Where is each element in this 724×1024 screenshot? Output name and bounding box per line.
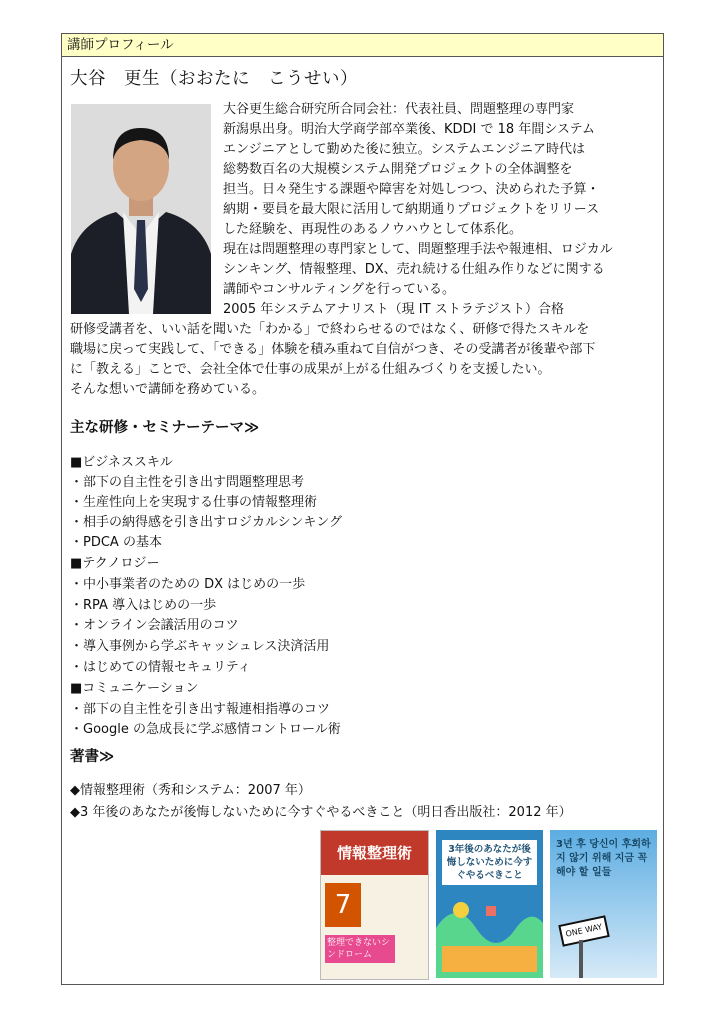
instructor-name: 大谷 更生（おおたに こうせい） [70, 69, 358, 89]
seminar-item: ・部下の自主性を引き出す問題整理思考 [70, 475, 305, 490]
seminar-item: ・相手の納得感を引き出すロジカルシンキング [70, 515, 342, 530]
seminar-item: ・部下の自主性を引き出す報連相指導のコツ [70, 702, 331, 717]
instructor-photo [71, 104, 211, 314]
book-cover-title: 3年後のあなたが後悔しないために今すぐやるべきこと [442, 840, 537, 885]
book-cover-3nengo [436, 830, 543, 978]
seminar-heading-text: 主な研修・セミナーテーマ [70, 420, 244, 436]
bio-line: 新潟県出身。明治大学商学部卒業後、KDDI で 18 年間システム [223, 122, 596, 137]
bio-line: 現在は問題整理の専門家として、問題整理手法や報連相、ロジカル [223, 242, 613, 257]
seminar-item: ・オンライン会議活用のコツ [70, 618, 239, 633]
book-item: ◆3 年後のあなたが後悔しないために今すぐやるべきこと（明日香出版社：2012 年） [70, 805, 572, 820]
seminar-item: ・中小事業者のための DX はじめの一歩 [70, 577, 306, 592]
seminar-item: ・RPA 導入はじめの一歩 [70, 598, 217, 613]
seminar-category: ■テクノロジー [70, 556, 160, 571]
mission-line: 研修受講者を、いい話を聞いた「わかる」で終わらせるのではなく、研修で得たスキルを [70, 322, 590, 337]
seminar-item: ・Google の急成長に学ぶ感情コントロール術 [70, 722, 341, 737]
seminar-item: ・生産性向上を実現する仕事の情報整理術 [70, 495, 318, 510]
mission-line: 職場に戻って実践して、「できる」体験を積み重ねて自信がつき、その受講者が後輩や部下 [70, 342, 596, 357]
mission-line: そんな想いで講師を務めている。 [70, 382, 266, 397]
seminar-heading [70, 416, 259, 437]
seminar-item: ・はじめての情報セキュリティ [70, 660, 251, 675]
book-cover-number: 7 [325, 883, 361, 927]
section-header: 講師プロフィール [62, 34, 663, 57]
bio-line: 大谷更生総合研究所合同会社：代表社員、問題整理の専門家 [223, 102, 575, 117]
profile-frame [61, 33, 664, 985]
seminar-category: ■ビジネススキル [70, 455, 173, 470]
bio-line: 総勢数百名の大規模システム開発プロジェクトの全体調整を [223, 162, 573, 177]
books-heading-text: 著書 [70, 749, 99, 765]
bio-line: 納期・要員を最大限に活用して納期通りプロジェクトをリリース [223, 202, 600, 217]
bio-line: 講師やコンサルティングを行っている。 [223, 282, 456, 297]
one-way-sign: ONE WAY [558, 915, 610, 946]
bio-line: した経験を、再現性のあるノウハウとして体系化。 [223, 222, 523, 237]
double-chevron-icon: ≫ [99, 749, 115, 765]
bio-line: 2005 年システムアナリスト（現 IT ストラテジスト）合格 [223, 302, 565, 317]
book-cover-illustration [436, 888, 543, 978]
seminar-item: ・導入事例から学ぶキャッシュレス決済活用 [70, 639, 330, 654]
book-cover-korean [550, 830, 657, 978]
bio-line: シンキング、情報整理、DX、売れ続ける仕組み作りなどに関する [223, 262, 605, 277]
bio-line: 担当。日々発生する課題や障害を対処しつつ、決められた予算・ [223, 182, 600, 197]
sign-pole [579, 940, 583, 978]
books-heading [70, 745, 114, 766]
seminar-item: ・PDCA の基本 [70, 535, 162, 550]
book-cover-title: 情報整理術 [321, 831, 428, 875]
book-cover-joho-seiri [320, 830, 429, 980]
seminar-category: ■コミュニケーション [70, 681, 199, 696]
book-cover-subtitle: 整理できないシンドローム [325, 935, 395, 963]
mission-line: に「教える」ことで、会社全体で仕事の成果が上がる仕組みづくりを支援したい。 [70, 362, 551, 377]
bio-line: エンジニアとして勤めた後に独立。システムエンジニア時代は [223, 142, 586, 157]
book-cover-title: 3년 후 당신이 후회하지 않기 위해 지금 꼭 해야 할 일들 [556, 839, 651, 878]
double-chevron-icon: ≫ [244, 420, 260, 436]
book-item: ◆情報整理術（秀和システム：2007 年） [70, 783, 311, 798]
